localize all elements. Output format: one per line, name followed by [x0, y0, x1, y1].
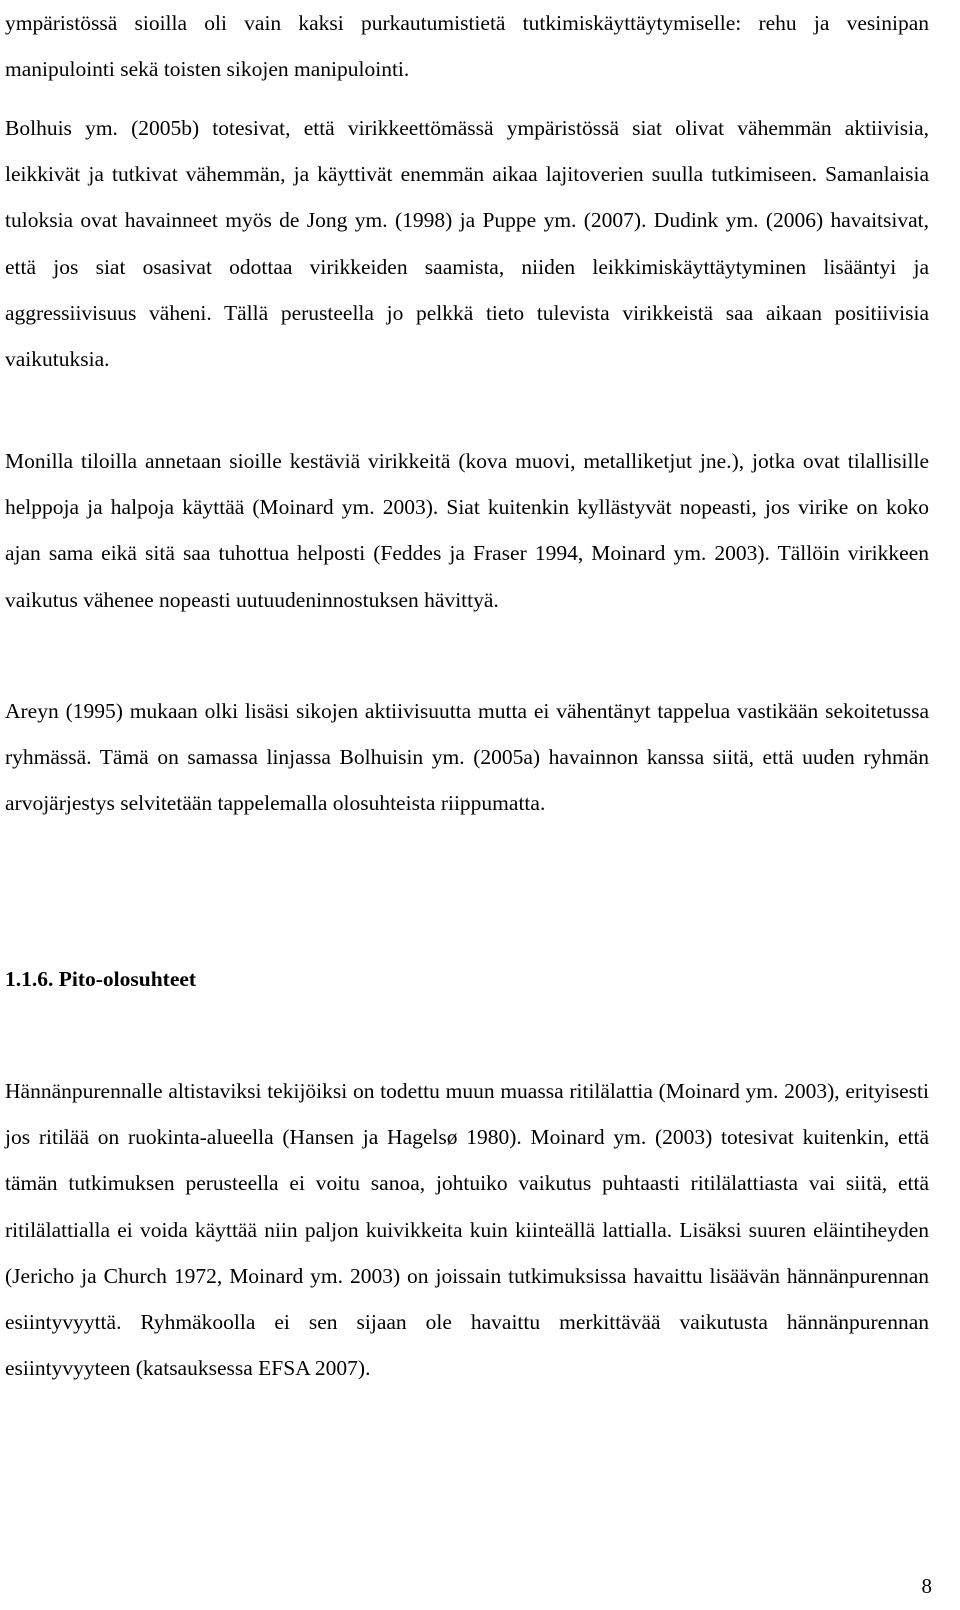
paragraph-1: ympäristössä sioilla oli vain kaksi purkautumistietä tutkimiskäyttäytymiselle: rehu ja vesinipan manipulointi sekä toisten sikojen manipulointi.	[5, 11, 929, 82]
paragraph-2: Bolhuis ym. (2005b) totesivat, että virikkeettömässä ympäristössä siat olivat vähemmän aktiivisia, leikkivät ja tutkivat vähemmän, ja käyttivät enemmän aikaa lajitoverien suulla tutkimiseen. Samanlaisia tuloksia ovat havainneet myös de Jong ym. (1998) ja Puppe ym. (2007). Dudink ym. (2006) havaitsivat, että jos siat osasivat odottaa virikkeiden saamista, niiden leikkimiskäyttäytyminen lisääntyi ja aggressiivisuus väheni. Tällä perusteella jo pelkkä tieto tulevista virikkeistä saa aikaan positiivisia vaikutuksia.	[5, 116, 929, 372]
page-number: 8	[921, 1574, 932, 1598]
paragraph-5: Hännänpurennalle altistaviksi tekijöiksi on todettu muun muassa ritilälattia (Moinard ym. 2003), erityisesti jos ritilää on ruokinta-alueella (Hansen ja Hagelsø 1980). Moinard ym. (2003) totesivat kuitenkin, että tämän tutkimuksen perusteella ei voitu sanoa, johtuiko vaikutus puhtaasti ritilälattiasta vai siitä, että ritilälattialla ei voida käyttää niin paljon kuivikkeita kuin kiinteällä lattialla. Lisäksi suuren eläintiheyden (Jericho ja Church 1972, Moinard ym. 2003) on joissain tutkimuksissa havaittu lisäävän hännänpurennan esiintyvyyttä. Ryhmäkoolla ei sen sijaan ole havaittu merkittävää vaikutusta hännänpurennan esiintyvyyteen (katsauksessa EFSA 2007).	[5, 1079, 929, 1381]
paragraph-4: Areyn (1995) mukaan olki lisäsi sikojen aktiivisuutta mutta ei vähentänyt tappelua vastikään sekoitetussa ryhmässä. Tämä on samassa linjassa Bolhuisin ym. (2005a) havainnon kanssa siitä, että uuden ryhmän arvojärjestys selvitetään tappelemalla olosuhteista riippumatta.	[5, 699, 929, 816]
section-heading: 1.1.6. Pito-olosuhteet	[5, 967, 197, 991]
paragraph-3: Monilla tiloilla annetaan sioille kestäviä virikkeitä (kova muovi, metalliketjut jne.), jotka ovat tilallisille helppoja ja halpoja käyttää (Moinard ym. 2003). Siat kuitenkin kyllästyvät nopeasti, jos virike on koko ajan sama eikä sitä saa tuhottua helposti (Feddes ja Fraser 1994, Moinard ym. 2003). Tällöin virikkeen vaikutus vähenee nopeasti uutuudeninnostuksen hävittyä.	[5, 449, 929, 612]
